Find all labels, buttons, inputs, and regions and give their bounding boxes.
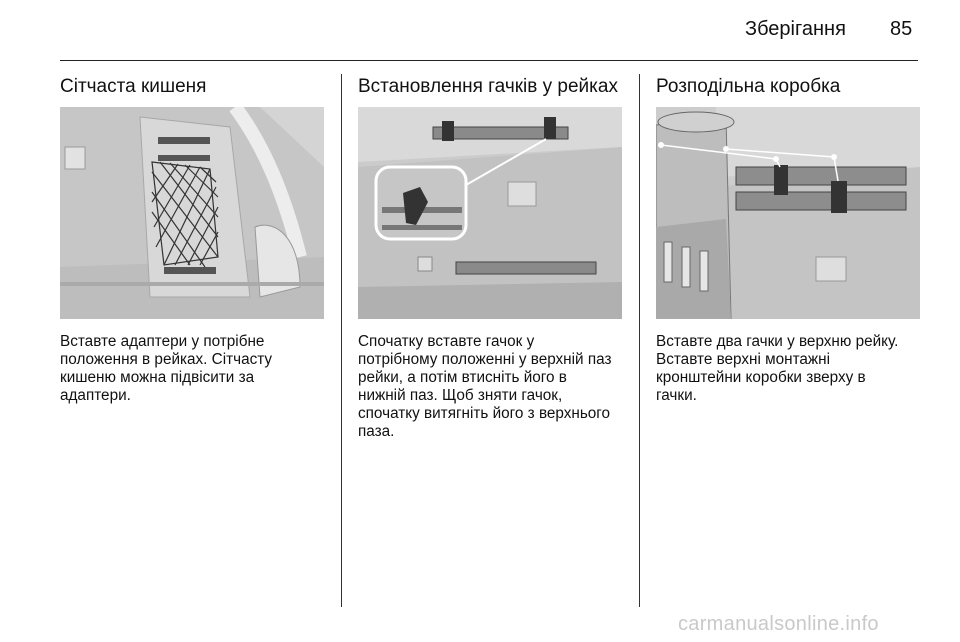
- body-line: рейки, а потім втисніть його в: [358, 369, 567, 386]
- section-heading: Сітчаста кишеня: [60, 76, 207, 97]
- body-line: Вставте адаптери у потрібне: [60, 333, 265, 350]
- section-storage-box: [656, 73, 920, 404]
- section-body: [60, 333, 330, 405]
- body-line: паза.: [358, 423, 395, 440]
- net-pocket-illustration: [60, 107, 324, 319]
- body-line: Вставте два гачки у верхню рейку.: [656, 333, 899, 350]
- body-line: Вставте верхні монтажні: [656, 351, 831, 368]
- section-net-pocket: [60, 73, 324, 404]
- body-line: кишеню можна підвісити за: [60, 369, 255, 386]
- section-heading: Встановлення гачків у рейках: [358, 76, 618, 97]
- body-line: кронштейни коробки зверху в: [656, 369, 866, 386]
- section-body: [656, 333, 926, 405]
- page-header-title: Зберігання: [745, 18, 846, 40]
- figure-storage-box: [656, 107, 920, 319]
- body-line: Спочатку вставте гачок у: [358, 333, 535, 350]
- storage-box-illustration: [656, 107, 920, 319]
- figure-net-pocket: [60, 107, 324, 319]
- body-line: нижній паз. Щоб зняти гачок,: [358, 387, 563, 404]
- figure-hook-install: [358, 107, 622, 319]
- body-line: потрібному положенні у верхній паз: [358, 351, 612, 368]
- body-line: положення в рейках. Сітчасту: [60, 351, 273, 368]
- body-line: спочатку витягніть його з верхнього: [358, 405, 611, 422]
- body-line: гачки.: [656, 387, 697, 404]
- body-line: адаптери.: [60, 387, 131, 404]
- header-rule: [60, 60, 918, 61]
- column-divider: [639, 74, 640, 607]
- section-hook-install: [358, 73, 622, 440]
- section-heading: Розподільна коробка: [656, 76, 841, 97]
- column-divider: [341, 74, 342, 607]
- footer-watermark: carmanualsonline.info: [678, 613, 879, 635]
- page-number: 85: [890, 18, 913, 40]
- hook-rail-illustration: [358, 107, 622, 319]
- section-body: [358, 333, 628, 441]
